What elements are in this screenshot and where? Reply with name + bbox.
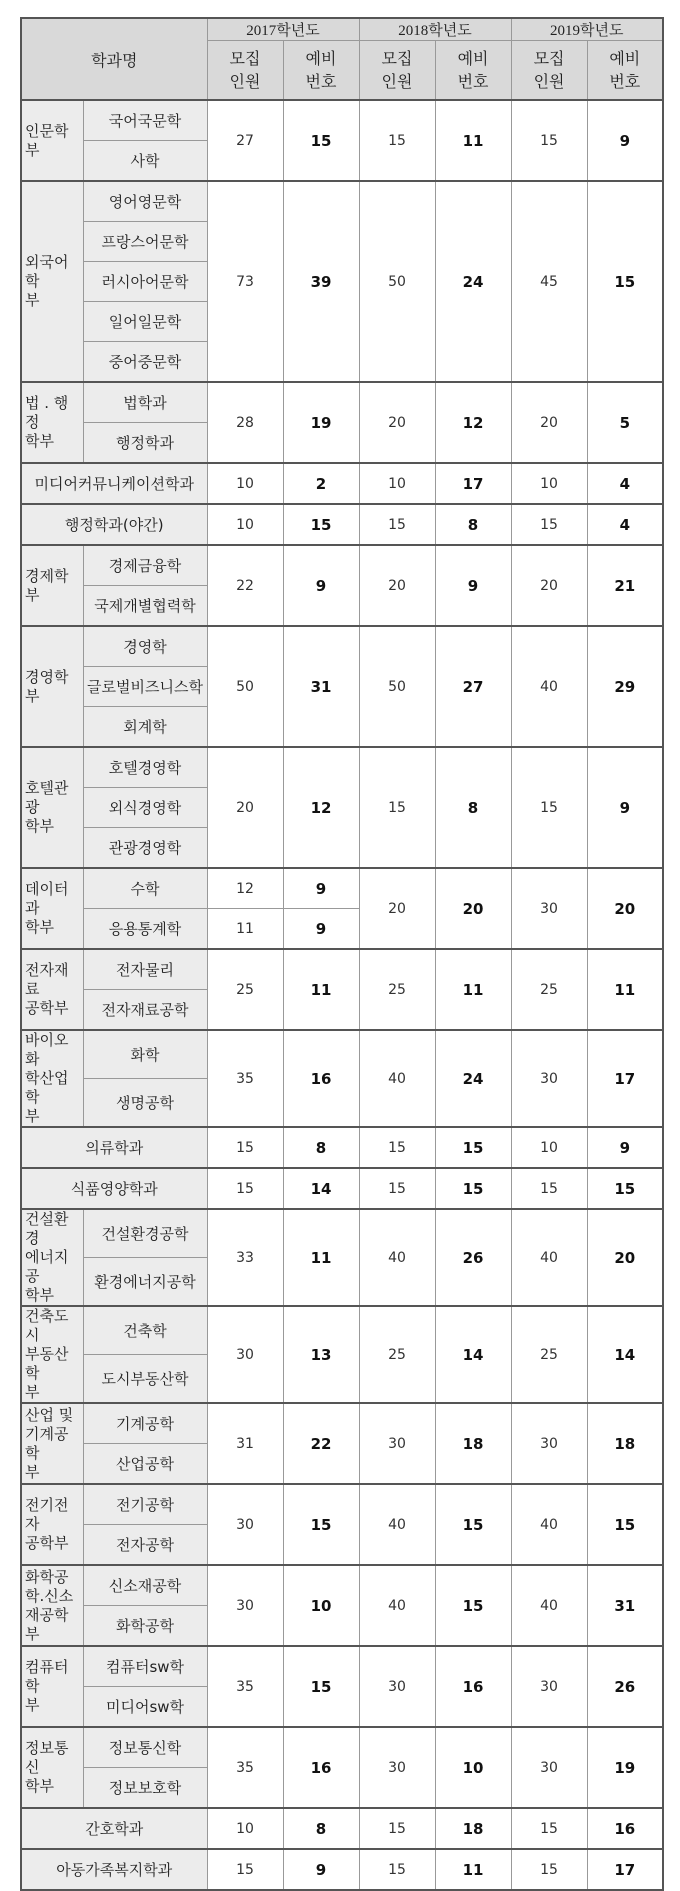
department-name: 기계공학: [83, 1403, 207, 1444]
quota-count: 30: [511, 868, 587, 949]
reserve-count: 16: [587, 1808, 663, 1849]
table-row: [21, 1030, 663, 1079]
reserve-count: 16: [435, 1646, 511, 1727]
reserve-count: 17: [435, 463, 511, 504]
quota-count: 40: [511, 1565, 587, 1646]
table-row: [21, 181, 663, 222]
reserve-count: 12: [283, 747, 359, 868]
quota-count: 50: [207, 626, 283, 747]
department-name: 국어국문학: [83, 100, 207, 141]
reserve-count: 15: [435, 1168, 511, 1209]
reserve-count: 17: [587, 1849, 663, 1890]
quota-count: 30: [511, 1727, 587, 1808]
reserve-count: 22: [283, 1403, 359, 1484]
reserve-count: 21: [587, 545, 663, 626]
reserve-count: 11: [587, 949, 663, 1030]
table-body: [21, 100, 663, 1890]
quota-count: 15: [511, 1849, 587, 1890]
table-row: [21, 382, 663, 423]
quota-count: 20: [511, 545, 587, 626]
department-name: 컴퓨터sw학: [83, 1646, 207, 1687]
department-name: 행정학과(야간): [21, 504, 207, 545]
reserve-count: 9: [587, 1127, 663, 1168]
quota-count: 11: [207, 909, 283, 950]
reserve-count: 5: [587, 382, 663, 463]
reserve-count: 18: [435, 1808, 511, 1849]
reserve-count: 2: [283, 463, 359, 504]
quota-count: 45: [511, 181, 587, 382]
quota-count: 15: [511, 1168, 587, 1209]
department-name: 호텔경영학: [83, 747, 207, 788]
department-name: 행정학과: [83, 423, 207, 464]
quota-header: 모집 인원: [207, 41, 283, 101]
quota-count: 40: [511, 1209, 587, 1306]
reserve-count: 12: [435, 382, 511, 463]
quota-count: 30: [511, 1646, 587, 1727]
table-row: [21, 1306, 663, 1355]
reserve-count: 31: [283, 626, 359, 747]
reserve-count: 9: [435, 545, 511, 626]
reserve-count: 11: [283, 949, 359, 1030]
quota-count: 25: [207, 949, 283, 1030]
year-2018-header: 2018학년도: [359, 18, 511, 41]
quota-count: 30: [207, 1565, 283, 1646]
table-row: [21, 1646, 663, 1687]
quota-count: 15: [207, 1849, 283, 1890]
reserve-count: 18: [587, 1403, 663, 1484]
faculty-name: 법 . 행정 학부: [21, 382, 83, 463]
quota-count: 12: [207, 868, 283, 909]
faculty-name: 외국어학 부: [21, 181, 83, 382]
department-name: 일어일문학: [83, 302, 207, 342]
quota-count: 15: [359, 1808, 435, 1849]
quota-count: 22: [207, 545, 283, 626]
department-name: 화학공학: [83, 1606, 207, 1647]
reserve-count: 15: [283, 1646, 359, 1727]
reserve-count: 20: [587, 1209, 663, 1306]
quota-count: 31: [207, 1403, 283, 1484]
reserve-count: 11: [435, 100, 511, 181]
table-row: [21, 100, 663, 141]
quota-count: 30: [359, 1403, 435, 1484]
quota-header: 모집 인원: [511, 41, 587, 101]
reserve-count: 20: [587, 868, 663, 949]
faculty-name: 전기전자 공학부: [21, 1484, 83, 1565]
department-name: 경제금융학: [83, 545, 207, 586]
reserve-count: 18: [435, 1403, 511, 1484]
faculty-name: 컴퓨터학 부: [21, 1646, 83, 1727]
table-row: [21, 868, 663, 909]
quota-count: 25: [359, 949, 435, 1030]
quota-count: 10: [359, 463, 435, 504]
quota-count: 40: [511, 1484, 587, 1565]
reserve-count: 8: [283, 1127, 359, 1168]
quota-count: 15: [359, 1127, 435, 1168]
quota-count: 10: [207, 463, 283, 504]
quota-count: 15: [359, 504, 435, 545]
department-name: 미디어sw학: [83, 1687, 207, 1728]
reserve-count: 20: [435, 868, 511, 949]
department-name: 전자공학: [83, 1525, 207, 1566]
quota-count: 10: [207, 504, 283, 545]
department-name: 건축학: [83, 1306, 207, 1355]
reserve-count: 9: [283, 545, 359, 626]
faculty-name: 건축도시 부동산학 부: [21, 1306, 83, 1403]
quota-count: 25: [359, 1306, 435, 1403]
faculty-name: 산업 및 기계공학 부: [21, 1403, 83, 1484]
reserve-count: 13: [283, 1306, 359, 1403]
table-row: [21, 463, 663, 504]
quota-count: 20: [359, 868, 435, 949]
quota-count: 15: [359, 100, 435, 181]
reserve-count: 39: [283, 181, 359, 382]
quota-count: 50: [359, 181, 435, 382]
reserve-header: 예비 번호: [435, 41, 511, 101]
quota-count: 20: [359, 382, 435, 463]
year-2017-header: 2017학년도: [207, 18, 359, 41]
faculty-name: 건설환경 에너지공 학부: [21, 1209, 83, 1306]
quota-count: 30: [359, 1646, 435, 1727]
quota-count: 30: [359, 1727, 435, 1808]
quota-count: 35: [207, 1727, 283, 1808]
quota-count: 15: [207, 1168, 283, 1209]
quota-count: 10: [207, 1808, 283, 1849]
quota-count: 28: [207, 382, 283, 463]
department-name: 수학: [83, 868, 207, 909]
quota-count: 15: [511, 1808, 587, 1849]
quota-count: 27: [207, 100, 283, 181]
quota-count: 25: [511, 1306, 587, 1403]
quota-count: 20: [207, 747, 283, 868]
quota-count: 30: [207, 1306, 283, 1403]
quota-count: 73: [207, 181, 283, 382]
department-name: 러시아어문학: [83, 262, 207, 302]
faculty-name: 경영학부: [21, 626, 83, 747]
quota-count: 40: [511, 626, 587, 747]
reserve-count: 24: [435, 1030, 511, 1127]
department-name: 아동가족복지학과: [21, 1849, 207, 1890]
department-name: 정보통신학: [83, 1727, 207, 1768]
department-name: 프랑스어문학: [83, 222, 207, 262]
quota-count: 20: [511, 382, 587, 463]
reserve-count: 8: [435, 747, 511, 868]
reserve-count: 29: [587, 626, 663, 747]
quota-count: 15: [511, 747, 587, 868]
reserve-count: 15: [587, 1168, 663, 1209]
table-row: [21, 1808, 663, 1849]
reserve-header: 예비 번호: [283, 41, 359, 101]
reserve-count: 9: [283, 909, 359, 950]
faculty-name: 인문학부: [21, 100, 83, 181]
quota-count: 30: [207, 1484, 283, 1565]
reserve-count: 19: [587, 1727, 663, 1808]
faculty-name: 호텔관광 학부: [21, 747, 83, 868]
department-name: 전자물리: [83, 949, 207, 990]
reserve-header: 예비 번호: [587, 41, 663, 101]
quota-count: 25: [511, 949, 587, 1030]
quota-count: 40: [359, 1565, 435, 1646]
quota-count: 15: [359, 1168, 435, 1209]
department-name: 법학과: [83, 382, 207, 423]
table-row: [21, 747, 663, 788]
reserve-count: 14: [283, 1168, 359, 1209]
quota-count: 10: [511, 1127, 587, 1168]
department-name: 전기공학: [83, 1484, 207, 1525]
department-name: 영어영문학: [83, 181, 207, 222]
department-name: 식품영양학과: [21, 1168, 207, 1209]
department-name: 국제개별협력학: [83, 586, 207, 627]
department-name: 중어중문학: [83, 342, 207, 383]
faculty-name: 전자재료 공학부: [21, 949, 83, 1030]
quota-count: 30: [511, 1030, 587, 1127]
department-name: 외식경영학: [83, 788, 207, 828]
admission-table: [20, 17, 664, 1891]
department-name: 미디어커뮤니케이션학과: [21, 463, 207, 504]
department-name: 화학: [83, 1030, 207, 1079]
quota-count: 30: [511, 1403, 587, 1484]
quota-count: 40: [359, 1484, 435, 1565]
reserve-count: 16: [283, 1030, 359, 1127]
faculty-name: 경제학부: [21, 545, 83, 626]
department-name: 전자재료공학: [83, 990, 207, 1031]
reserve-count: 10: [435, 1727, 511, 1808]
reserve-count: 10: [283, 1565, 359, 1646]
reserve-count: 26: [587, 1646, 663, 1727]
table-row: [21, 1209, 663, 1258]
quota-count: 40: [359, 1030, 435, 1127]
table-row: [21, 1127, 663, 1168]
reserve-count: 11: [435, 1849, 511, 1890]
quota-count: 33: [207, 1209, 283, 1306]
reserve-count: 16: [283, 1727, 359, 1808]
department-name: 글로벌비즈니스학: [83, 667, 207, 707]
reserve-count: 15: [435, 1565, 511, 1646]
table-row: [21, 504, 663, 545]
reserve-count: 15: [587, 1484, 663, 1565]
department-name: 도시부동산학: [83, 1355, 207, 1404]
faculty-name: 화학공 학.신소 재공학부: [21, 1565, 83, 1646]
department-name: 환경에너지공학: [83, 1258, 207, 1307]
reserve-count: 8: [435, 504, 511, 545]
department-name: 간호학과: [21, 1808, 207, 1849]
reserve-count: 19: [283, 382, 359, 463]
faculty-name: 정보통신 학부: [21, 1727, 83, 1808]
department-name: 의류학과: [21, 1127, 207, 1168]
reserve-count: 17: [587, 1030, 663, 1127]
department-name: 사학: [83, 141, 207, 182]
reserve-count: 31: [587, 1565, 663, 1646]
reserve-count: 15: [435, 1127, 511, 1168]
table-row: [21, 1849, 663, 1890]
department-name: 건설환경공학: [83, 1209, 207, 1258]
table-row: [21, 1484, 663, 1525]
department-name: 응용통계학: [83, 909, 207, 950]
reserve-count: 15: [283, 100, 359, 181]
reserve-count: 11: [283, 1209, 359, 1306]
reserve-count: 4: [587, 504, 663, 545]
department-name: 산업공학: [83, 1444, 207, 1485]
quota-count: 15: [511, 100, 587, 181]
quota-count: 40: [359, 1209, 435, 1306]
faculty-name: 데이터과 학부: [21, 868, 83, 949]
table-row: [21, 1727, 663, 1768]
reserve-count: 15: [435, 1484, 511, 1565]
department-name: 신소재공학: [83, 1565, 207, 1606]
quota-count: 20: [359, 545, 435, 626]
reserve-count: 15: [283, 504, 359, 545]
table-row: [21, 1168, 663, 1209]
faculty-name: 바이오화 학산업학 부: [21, 1030, 83, 1127]
reserve-count: 14: [587, 1306, 663, 1403]
department-name: 경영학: [83, 626, 207, 667]
table-row: [21, 1403, 663, 1444]
department-name: 정보보호학: [83, 1768, 207, 1809]
department-name: 관광경영학: [83, 828, 207, 869]
reserve-count: 14: [435, 1306, 511, 1403]
quota-count: 15: [359, 1849, 435, 1890]
table-row: [21, 626, 663, 667]
quota-count: 15: [207, 1127, 283, 1168]
reserve-count: 26: [435, 1209, 511, 1306]
reserve-count: 11: [435, 949, 511, 1030]
reserve-count: 9: [587, 747, 663, 868]
reserve-count: 9: [283, 1849, 359, 1890]
table-row: [21, 949, 663, 990]
quota-count: 35: [207, 1646, 283, 1727]
reserve-count: 15: [283, 1484, 359, 1565]
reserve-count: 9: [587, 100, 663, 181]
reserve-count: 9: [283, 868, 359, 909]
reserve-count: 27: [435, 626, 511, 747]
reserve-count: 4: [587, 463, 663, 504]
table-row: [21, 545, 663, 586]
quota-count: 10: [511, 463, 587, 504]
quota-header: 모집 인원: [359, 41, 435, 101]
dept-name-header: 학과명: [21, 18, 207, 100]
quota-count: 15: [511, 504, 587, 545]
quota-count: 15: [359, 747, 435, 868]
reserve-count: 15: [587, 181, 663, 382]
reserve-count: 24: [435, 181, 511, 382]
reserve-count: 8: [283, 1808, 359, 1849]
department-name: 생명공학: [83, 1079, 207, 1128]
department-name: 회계학: [83, 707, 207, 748]
quota-count: 35: [207, 1030, 283, 1127]
year-2019-header: 2019학년도: [511, 18, 663, 41]
table-row: [21, 1565, 663, 1606]
quota-count: 50: [359, 626, 435, 747]
